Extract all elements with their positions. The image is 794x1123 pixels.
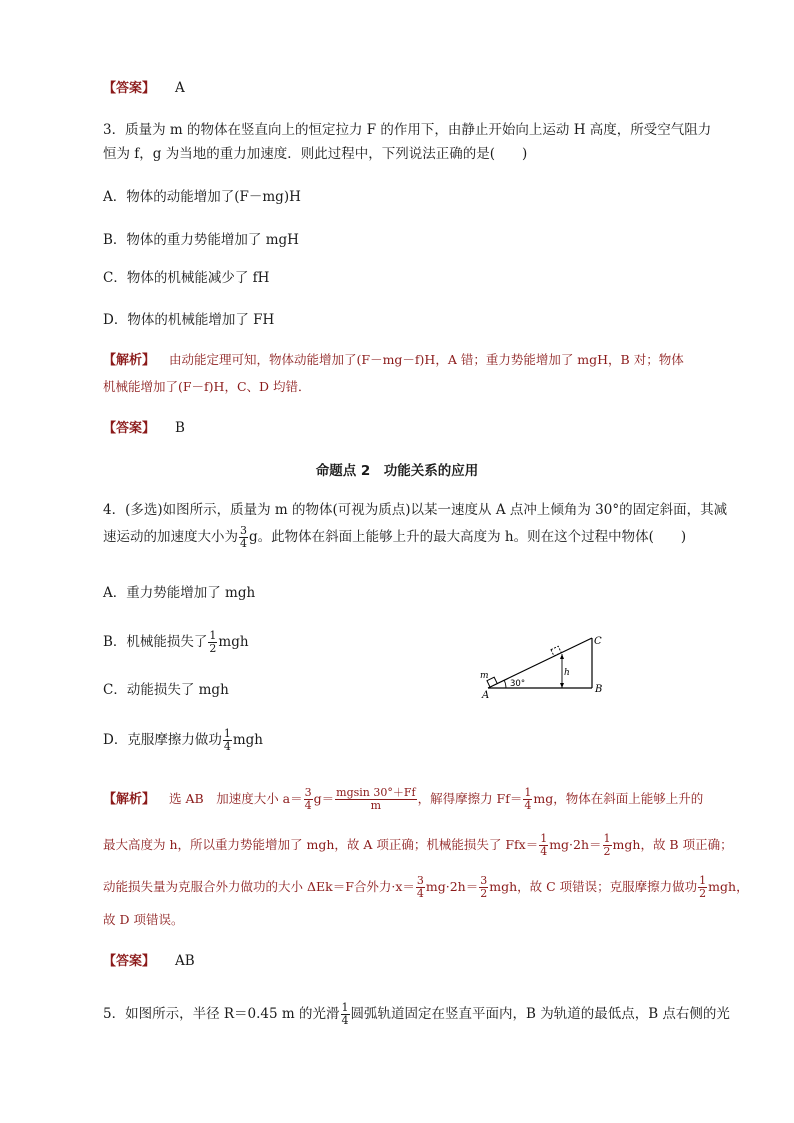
fraction bbox=[239, 525, 248, 550]
fraction-numerator: 3 bbox=[480, 874, 488, 887]
q3-option-b: B．物体的重力势能增加了 mgH bbox=[103, 232, 299, 248]
fraction-denominator: m bbox=[370, 799, 382, 812]
incline-surface bbox=[488, 638, 592, 688]
fraction-denominator: 2 bbox=[480, 887, 488, 900]
label-h: h bbox=[564, 668, 570, 678]
q3-stem-line1: 3．质量为 m 的物体在竖直向上的恒定拉力 F 的作用下，由静止开始向上运动 H 高度，所受空气阻力 bbox=[103, 122, 712, 138]
answer-label: 【答案】 bbox=[103, 954, 156, 969]
fraction-denominator: 2 bbox=[209, 642, 217, 655]
answer-label: 【答案】 bbox=[103, 421, 156, 436]
fraction-denominator: 2 bbox=[699, 887, 707, 900]
fraction-denominator: 2 bbox=[603, 845, 611, 858]
answer-label: 【答案】 bbox=[103, 81, 156, 96]
fraction bbox=[335, 787, 416, 812]
fraction bbox=[208, 630, 217, 655]
analysis-text: ，解得摩擦力 Ff＝ bbox=[417, 791, 523, 806]
q3-stem-line2: 恒为 f，g 为当地的重力加速度．则此过程中，下列说法正确的是( ) bbox=[103, 146, 528, 162]
fraction-numerator: 1 bbox=[341, 1001, 349, 1014]
fraction-denominator: 4 bbox=[304, 799, 312, 812]
q3-option-d: D．物体的机械能增加了 FH bbox=[103, 312, 275, 328]
fraction bbox=[416, 875, 425, 900]
q4-option-a: A．重力势能增加了 mgh bbox=[103, 585, 256, 601]
q4-stem-text: g。此物体在斜面上能够上升的最大高度为 h。则在这个过程中物体( ) bbox=[249, 529, 687, 545]
angle-arc bbox=[504, 680, 506, 688]
block-at-top bbox=[551, 646, 561, 656]
label-B: B bbox=[595, 684, 603, 695]
option-text: B．机械能损失了 bbox=[103, 634, 208, 650]
height-arrow-down bbox=[560, 683, 564, 688]
answer-value: A bbox=[175, 80, 185, 96]
fraction-numerator: 1 bbox=[524, 786, 532, 799]
fraction-denominator: 4 bbox=[341, 1014, 349, 1027]
label-angle: 30° bbox=[510, 679, 526, 689]
section-title: 命题点 2 功能关系的应用 bbox=[315, 463, 479, 479]
q3-option-c: C．物体的机械能减少了 fH bbox=[103, 270, 270, 286]
q3-option-a: A．物体的动能增加了(F－mg)H bbox=[103, 189, 301, 205]
q3-analysis-text1: 由动能定理可知，物体动能增加了(F－mg－f)H，A 错；重力势能增加了 mgH，B 对；物体 bbox=[169, 352, 684, 367]
fraction bbox=[341, 1002, 350, 1027]
option-text: D．克服摩擦力做功 bbox=[103, 732, 222, 748]
fraction-numerator: 3 bbox=[416, 874, 424, 887]
answer-value: AB bbox=[175, 953, 195, 969]
fraction-numerator: 1 bbox=[603, 832, 611, 845]
fraction-numerator: 1 bbox=[209, 629, 217, 642]
option-text: mgh bbox=[232, 732, 263, 748]
fraction bbox=[603, 833, 612, 858]
fraction-denominator: 4 bbox=[416, 887, 424, 900]
fraction bbox=[523, 787, 532, 812]
label-A: A bbox=[482, 690, 490, 701]
q4-analysis-line4: 故 D 项错误。 bbox=[103, 912, 184, 927]
q4-stem-line1: 4．(多选)如图所示，质量为 m 的物体(可视为质点)以某一速度从 A 点冲上倾角为 30°的固定斜面，其减 bbox=[103, 502, 728, 518]
q4-analysis-line1 bbox=[103, 787, 703, 812]
q4-analysis-line3 bbox=[103, 875, 749, 900]
incline-diagram bbox=[480, 632, 610, 706]
analysis-label: 【解析】 bbox=[103, 792, 156, 807]
answer-line-3 bbox=[103, 951, 195, 972]
fraction-numerator: 3 bbox=[240, 524, 247, 537]
option-text: mgh bbox=[218, 634, 249, 650]
q4-analysis-line2 bbox=[103, 833, 733, 858]
q4-stem-text: 速运动的加速度大小为 bbox=[103, 529, 238, 545]
q4-option-c: C．动能损失了 mgh bbox=[103, 682, 229, 698]
q3-analysis-line2 bbox=[103, 377, 311, 397]
analysis-text: mg·2h＝ bbox=[425, 879, 479, 894]
q5-stem-text: 5．如图所示，半径 R＝0.45 m 的光滑 bbox=[103, 1006, 340, 1022]
analysis-text: mg·2h＝ bbox=[549, 837, 602, 852]
analysis-text: mgh，故 C 项错误；克服摩擦力做功 bbox=[489, 879, 698, 894]
analysis-text: 动能损失量为克服合外力做功的大小 ΔEk＝F合外力·x＝ bbox=[103, 879, 415, 894]
fraction-denominator: 4 bbox=[540, 845, 548, 858]
analysis-text: mg，物体在斜面上能够上升的 bbox=[533, 791, 704, 806]
q5-stem-line1 bbox=[103, 1002, 730, 1027]
q4-option-d bbox=[103, 728, 263, 753]
fraction-numerator: mgsin 30°＋Ff bbox=[336, 786, 416, 799]
answer-line-2 bbox=[103, 418, 185, 439]
label-m: m bbox=[480, 671, 489, 681]
fraction-numerator: 1 bbox=[223, 727, 231, 740]
q3-analysis-text2: 机械能增加了(F－f)H，C、D 均错． bbox=[103, 379, 311, 394]
analysis-text: mgh， bbox=[708, 879, 749, 894]
label-C: C bbox=[594, 636, 602, 647]
fraction-numerator: 1 bbox=[699, 874, 707, 887]
height-arrow-up bbox=[560, 654, 564, 659]
q4-stem-line2 bbox=[103, 525, 686, 550]
fraction-numerator: 3 bbox=[304, 786, 312, 799]
fraction bbox=[304, 787, 313, 812]
fraction bbox=[698, 875, 707, 900]
analysis-text: g＝ bbox=[313, 791, 335, 806]
analysis-text: 选 AB 加速度大小 a＝ bbox=[169, 791, 303, 806]
fraction bbox=[223, 728, 232, 753]
analysis-text: 最大高度为 h，所以重力势能增加了 mgh，故 A 项正确；机械能损失了 Ffx＝ bbox=[103, 837, 539, 852]
fraction-denominator: 4 bbox=[223, 740, 231, 753]
fraction-numerator: 1 bbox=[540, 832, 548, 845]
q4-option-b bbox=[103, 630, 249, 655]
q5-stem-text: 圆弧轨道固定在竖直平面内，B 为轨道的最低点，B 点右侧的光 bbox=[350, 1006, 730, 1022]
q3-analysis-line1 bbox=[103, 350, 684, 371]
answer-line-1 bbox=[103, 78, 185, 99]
fraction-denominator: 4 bbox=[524, 799, 532, 812]
answer-value: B bbox=[175, 420, 185, 436]
analysis-label: 【解析】 bbox=[103, 353, 156, 368]
incline-figure bbox=[480, 632, 610, 702]
analysis-text: mgh，故 B 项正确； bbox=[612, 837, 733, 852]
fraction bbox=[539, 833, 548, 858]
fraction-denominator: 4 bbox=[240, 537, 247, 550]
fraction bbox=[479, 875, 488, 900]
